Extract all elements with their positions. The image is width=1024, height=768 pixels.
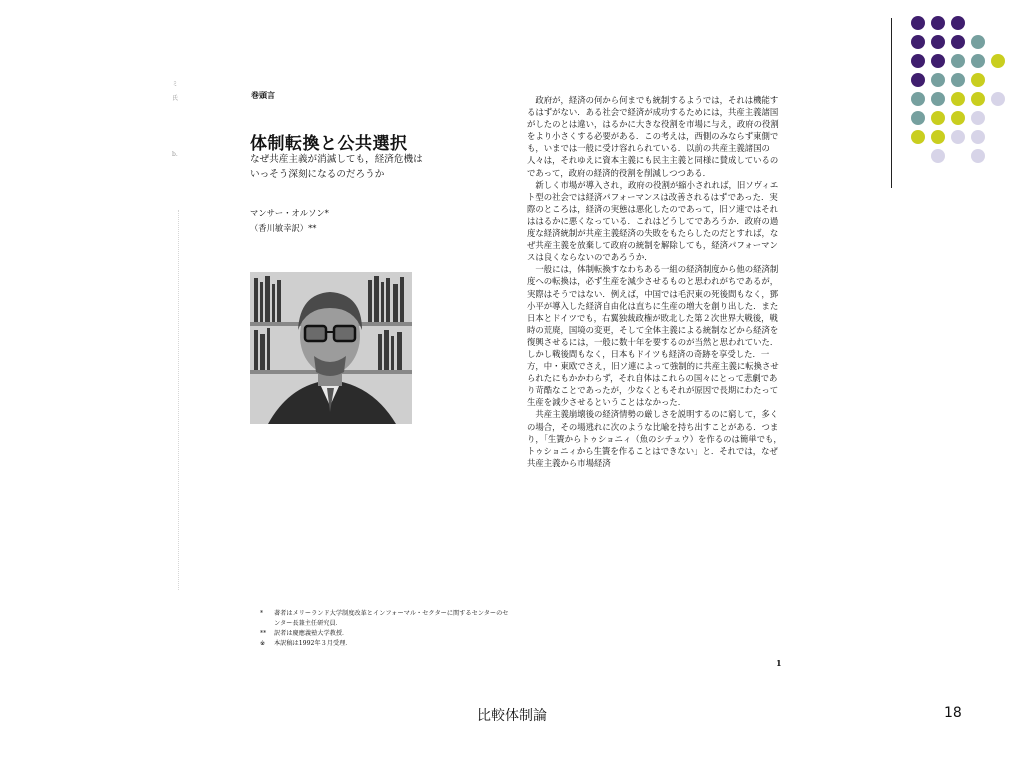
decorative-dot [951, 16, 965, 30]
decorative-dot [951, 92, 965, 106]
footnote [260, 639, 510, 649]
decorative-dot [911, 35, 925, 49]
article-subtitle [250, 152, 510, 182]
decorative-dot [931, 73, 945, 87]
author-portrait-photo [250, 272, 412, 424]
footnote-text: 著者はメリーランド大学制度改革とインフォーマル・セクターに関するセンターのセンター長兼主任研究員． [274, 610, 509, 627]
body-paragraph: 一般には，体制転換すなわちある一組の経済制度から他の経済制度への転換は，必ず生産を減少させるものと思われがちであるが，実際はそうではない．例えば，中国では毛沢東の死後間もなく，鄧小平が導入した経済自由化は直ちに生産の増大を創り出した．また日本とドイツでも，右翼独裁政権が敗北した第２次世界大戦後，戦時の荒廃，国境の変更，そして全体主義による統制などから経済を復興させるには，一般に数十年を要するのが当然と思われていた．しかし戦後間もなく，日本もドイツも経済の奇跡を享受した．一方，中・東欧でさえ，旧ソ連によって強制的に共産主義に転換させられたにもかかわらず，それ自体はこれらの国々にとって悲劇であり苛酷なことであったが，少なくともそれが原因で長期にわたって生産を減少させるということはなかった． [527, 264, 779, 408]
decorative-dot [911, 54, 925, 68]
decorative-dot [951, 73, 965, 87]
scan-page-number: 1 [776, 658, 782, 668]
scan-edge-marks [178, 210, 181, 590]
decorative-dot [911, 73, 925, 87]
body-paragraph: 政府が，経済の何から何までも統制するようでは，それは機能するはずがない．ある社会で経済が成功するためには，共産主義諸国がしたのとは違い，はるかに大きな役割を市場に与え，政府の役割をより小さくする必要がある．この考えは，西側のみならず東側でも，いまでは一般に受け容れられている．以前の共産主義諸国の人々は，それゆえに資本主義にも民主主義と同様に賛成しているのであって，政府の経済的役割を削減しつつある． [527, 95, 779, 178]
margin-mark: ミ [172, 81, 179, 88]
article-body [527, 94, 785, 469]
author-byline [250, 206, 329, 236]
decorative-dot [911, 92, 925, 106]
body-paragraph: 新しく市場が導入され，政府の役割が縮小されれば，旧ソヴィエト型の社会では経済パフォーマンスは改善されるはずであった．実際のところは，経済の実態は悪化したのであって，旧ソ連ではそれははるかに悪くなっている．これはどうしてであろうか．政府の過度な経済統制が共産主義経済の失敗をもたらしたのだとすれば，なぜ共産主義を放棄して政府の統制を解除しても，経済パフォーマンスは良くならないのであろうか． [527, 179, 779, 263]
decorative-dot [911, 111, 925, 125]
decorative-dot [971, 73, 985, 87]
margin-mark [172, 120, 192, 134]
decorative-dot [951, 111, 965, 125]
article-title: 体制転換と公共選択 [250, 134, 408, 154]
slide-number: 18 [944, 705, 962, 721]
subtitle-line: なぜ共産主義が消滅しても，経済危機は [250, 154, 423, 165]
section-label: 巻頭言 [251, 90, 275, 100]
decorative-dot [991, 54, 1005, 68]
decorative-vertical-rule [891, 18, 892, 188]
decorative-dot [931, 54, 945, 68]
decorative-dot [931, 130, 945, 144]
slide-footer-title: 比較体制論 [477, 708, 547, 724]
footnote-mark: ※ [260, 640, 266, 647]
decorative-dot [971, 149, 985, 163]
author-name: マンサー・オルソン* [250, 208, 329, 218]
scanned-article-page [160, 70, 800, 710]
footnote-mark: ** [260, 630, 267, 637]
body-paragraph: 共産主義崩壊後の経済情勢の厳しさを説明するのに窮して，多くの場合，その場逃れに次のような比喩を持ち出すことがある．つまり，「生簀からトゥショニィ（魚のシチュウ）を作るのは簡単でも，トゥショニィから生簀を作ることはできない」と．それでは，なぜ共産主義から市場経済 [527, 409, 782, 468]
decorative-dot [971, 92, 985, 106]
decorative-dot [931, 16, 945, 30]
margin-mark: 氏 [172, 95, 179, 102]
decorative-dot [931, 149, 945, 163]
decorative-dot [911, 130, 925, 144]
footnote-text: 訳者は慶應義塾大学教授． [274, 630, 349, 637]
margin-marks [172, 78, 192, 162]
footnote-text: 本訳稿は1992年３月受理． [274, 640, 352, 647]
decorative-dot [991, 92, 1005, 106]
subtitle-line: いっそう深刻になるのだろうか [250, 169, 385, 180]
decorative-dot [971, 35, 985, 49]
decorative-dot [911, 16, 925, 30]
decorative-dot [931, 35, 945, 49]
margin-mark [172, 106, 192, 120]
margin-mark: b. [172, 151, 178, 158]
footnotes [260, 609, 510, 649]
decorative-dot [971, 54, 985, 68]
decorative-dot [951, 35, 965, 49]
translator-name: （香川敏幸訳）** [250, 223, 317, 233]
decorative-dot [951, 130, 965, 144]
footnote-mark: * [260, 610, 264, 617]
footnote [260, 609, 510, 629]
decorative-dot [971, 111, 985, 125]
decorative-dot [971, 130, 985, 144]
margin-mark [172, 134, 192, 148]
decorative-dot [951, 54, 965, 68]
decorative-dot [931, 111, 945, 125]
decorative-dot [931, 92, 945, 106]
footnote [260, 629, 510, 639]
